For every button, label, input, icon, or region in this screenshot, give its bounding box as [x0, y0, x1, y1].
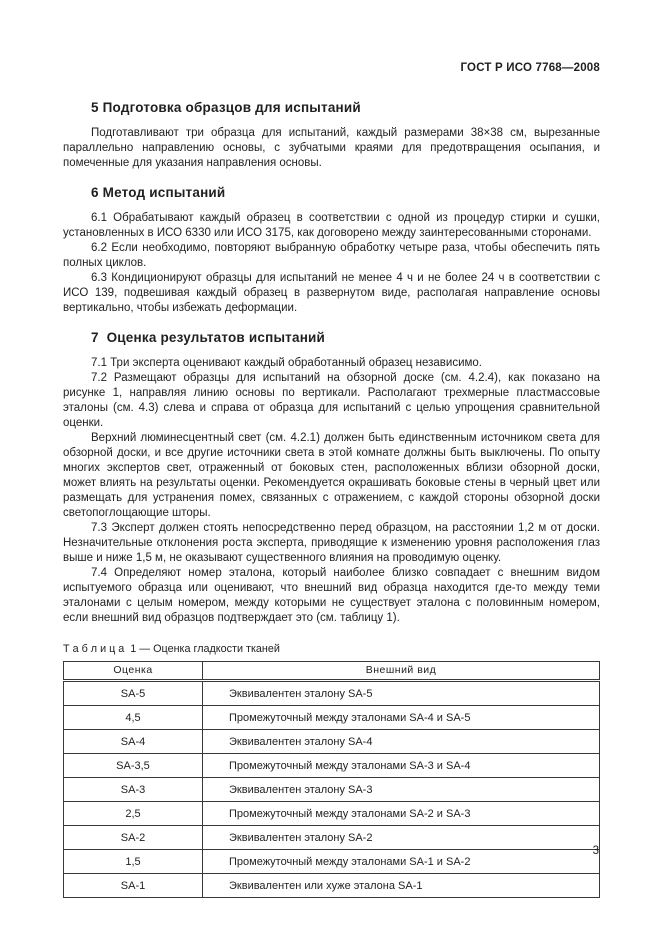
rating-cell: 2,5 [64, 802, 203, 826]
paragraph: 7.3 Эксперт должен стоять непосредственно перед образцом, на расстоянии 1,2 м от доски. Незначительные отклонения роста эксперта, приводящие к изменению уровня расположения глаз выше и ниже 1,5 м, не оказывают существенного влияния на проводимую оценку. [63, 522, 600, 564]
appearance-cell: Эквивалентен эталону SA-2 [203, 826, 600, 850]
table-row [64, 730, 600, 754]
rating-cell: 1,5 [64, 850, 203, 874]
rating-cell: SA-1 [64, 874, 203, 898]
table-row [64, 681, 600, 706]
table-caption: Т а б л и ц а 1 — Оценка гладкости тканей [63, 643, 280, 655]
appearance-cell: Эквивалентен эталону SA-3 [203, 778, 600, 802]
paragraph: 6.3 Кондиционируют образцы для испытаний не менее 4 ч и не более 24 ч в соответствии с ИСО 139, подвешивая каждый образец в развернутом виде, располагая направление основы вертикально, чтобы избежать деформации. [63, 272, 600, 314]
appearance-cell: Промежуточный между эталонами SA-4 и SA-5 [203, 706, 600, 730]
appearance-cell: Эквивалентен эталону SA-5 [203, 681, 600, 706]
paragraph: 7.4 Определяют номер эталона, который наиболее близко совпадает с внешним видом испытуемого образца или оценивают, что внешний вид образца находится где-то между теми эталонами с целым номером, между которыми не существует эталона с половинным номером, если внешний вид образцов подтверждает это (см. таблицу 1). [63, 567, 600, 624]
rating-cell: SA-4 [64, 730, 203, 754]
rating-cell: SA-5 [64, 681, 203, 706]
table-row [64, 874, 600, 898]
column-header-appearance: Внешний вид [203, 662, 600, 681]
document-header: ГОСТ Р ИСО 7768—2008 [460, 62, 600, 74]
page-number: 3 [592, 845, 599, 857]
section-7-heading: 7 Оценка результатов испытаний [91, 330, 326, 345]
paragraph: 7.1 Три эксперта оценивают каждый обработанный образец независимо. [91, 357, 483, 369]
rating-cell: SA-3 [64, 778, 203, 802]
section-6-heading: 6 Метод испытаний [91, 185, 226, 200]
table-row [64, 754, 600, 778]
smoothness-rating-table [63, 661, 600, 898]
paragraph: Верхний люминесцентный свет (см. 4.2.1) должен быть единственным источником света для обзорной доски, и все другие источники света в этой комнате должны быть выключены. По опыту многих экспертов свет, отраженный от боковых стен, расположенных вблизи обзорной доски, может влиять на результаты оценки. Рекомендуется окрашивать боковые стены в черный цвет или размещать для устранения помех, связанных с отражением, с каждой стороны обзорной доски светопоглощающие шторы. [63, 432, 600, 519]
appearance-cell: Эквивалентен эталону SA-4 [203, 730, 600, 754]
rating-cell: SA-2 [64, 826, 203, 850]
rating-cell: SA-3,5 [64, 754, 203, 778]
table-header-row [64, 662, 600, 681]
appearance-cell: Промежуточный между эталонами SA-1 и SA-2 [203, 850, 600, 874]
table-row [64, 850, 600, 874]
section-7 [63, 330, 600, 626]
column-header-rating: Оценка [64, 662, 203, 681]
table-row [64, 826, 600, 850]
paragraph: 6.1 Обрабатывают каждый образец в соответствии с одной из процедур стирки и сушки, установленных в ИСО 6330 или ИСО 3175, как договорено между заинтересованными сторонами. [63, 212, 600, 239]
table-row [64, 802, 600, 826]
table-row [64, 778, 600, 802]
appearance-cell: Эквивалентен или хуже эталона SA-1 [203, 874, 600, 898]
paragraph: Подготавливают три образца для испытаний, каждый размерами 38×38 см, вырезанные параллельно направлению основы, с зубчатыми краями для предотвращения осыпания, и помеченные для указания направления основы. [63, 127, 600, 169]
section-6 [63, 185, 600, 316]
rating-cell: 4,5 [64, 706, 203, 730]
paragraph: 6.2 Если необходимо, повторяют выбранную обработку четыре раза, чтобы обеспечить пять полных циклов. [63, 242, 600, 269]
table-row [64, 706, 600, 730]
appearance-cell: Промежуточный между эталонами SA-3 и SA-4 [203, 754, 600, 778]
appearance-cell: Промежуточный между эталонами SA-2 и SA-3 [203, 802, 600, 826]
paragraph: 7.2 Размещают образцы для испытаний на обзорной доске (см. 4.2.4), как показано на рисунке 1, направляя линию основы по вертикали. Располагают трехмерные пластмассовые эталоны (см. 4.3) слева и справа от образца для испытаний с целью упрощения сравнительной оценки. [63, 372, 600, 429]
section-5-heading: 5 Подготовка образцов для испытаний [91, 100, 361, 115]
section-5 [63, 100, 600, 171]
